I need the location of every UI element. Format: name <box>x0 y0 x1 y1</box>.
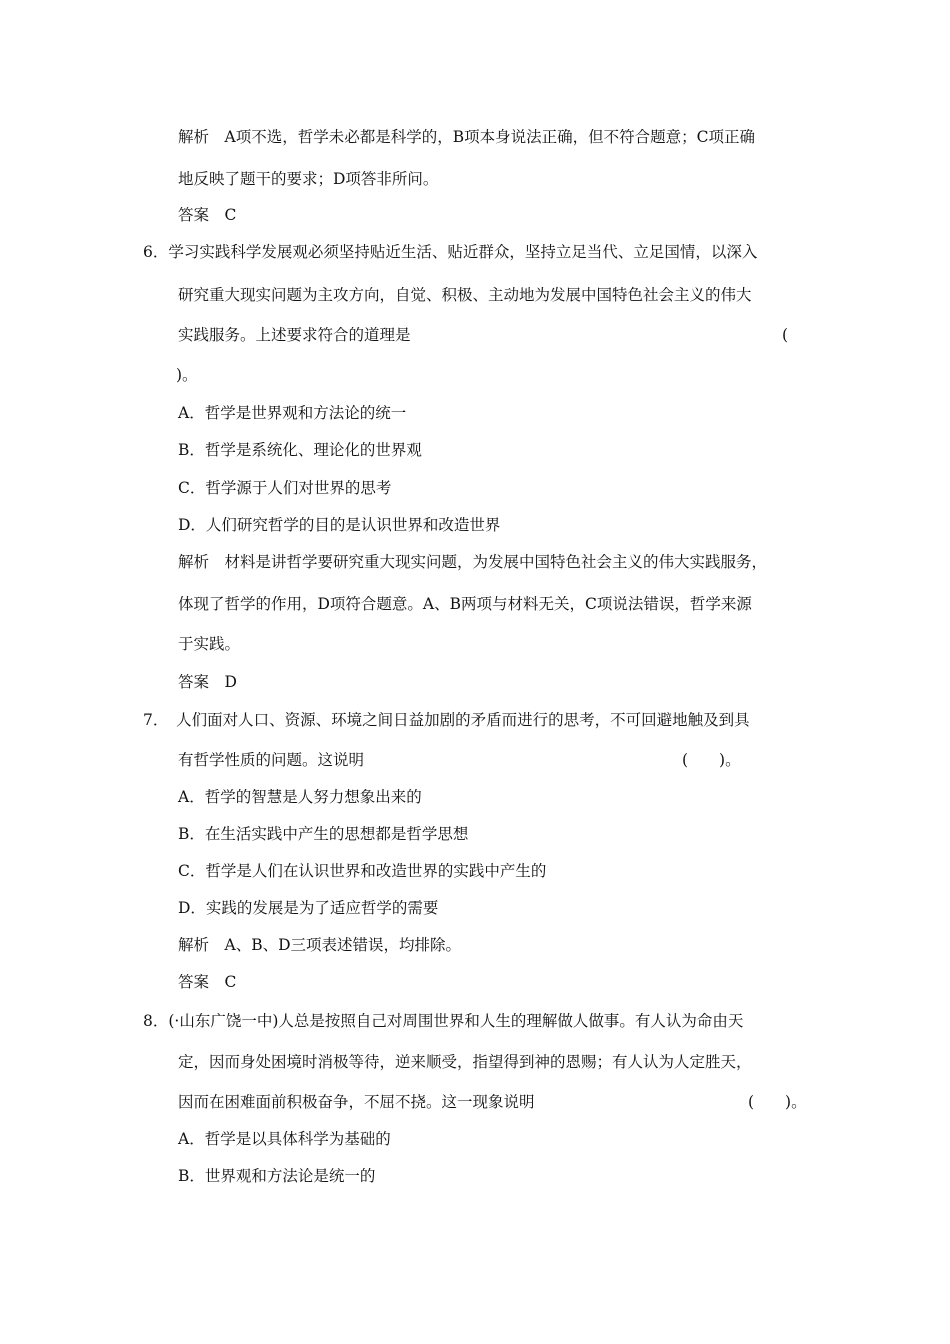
q7-stem-line-1: 7． 人们面对人口、资源、环境之间日益加剧的矛盾而进行的思考，不可回避地触及到具 <box>143 711 750 729</box>
q7-stem-line-2: 有哲学性质的问题。这说明 <box>178 751 365 769</box>
q6-option-a: A．哲学是世界观和方法论的统一 <box>178 404 407 422</box>
q7-option-a: A．哲学的智慧是人努力想象出来的 <box>178 788 422 806</box>
q6-stem-line-1: 6．学习实践科学发展观必须坚持贴近生活、贴近群众，坚持立足当代、立足国情，以深入 <box>143 243 758 261</box>
q6-stem-line-3: 实践服务。上述要求符合的道理是 <box>178 326 411 344</box>
q8-option-b: B．世界观和方法论是统一的 <box>178 1167 376 1185</box>
q7-answer-paren: ( )。 <box>682 751 741 769</box>
q6-analysis-line-3: 于实践。 <box>178 635 241 653</box>
q6-option-c: C．哲学源于人们对世界的思考 <box>178 479 392 497</box>
q7-option-c: C．哲学是人们在认识世界和改造世界的实践中产生的 <box>178 862 547 880</box>
q8-stem-line-1: 8．(·山东广饶一中)人总是按照自己对周围世界和人生的理解做人做事。有人认为命由天 <box>143 1012 744 1030</box>
q6-answer-paren-open: ( <box>782 326 789 344</box>
q6-analysis-line-2: 体现了哲学的作用，D项符合题意。A、B两项与材料无关，C项说法错误，哲学来源 <box>178 595 752 613</box>
q5-answer: 答案 C <box>178 206 237 224</box>
q7-option-b: B．在生活实践中产生的思想都是哲学思想 <box>178 825 469 843</box>
q5-analysis-line-2: 地反映了题干的要求；D项答非所问。 <box>178 170 439 188</box>
q6-option-b: B．哲学是系统化、理论化的世界观 <box>178 441 422 459</box>
q8-stem-line-3: 因而在困难面前积极奋争，不屈不挠。这一现象说明 <box>178 1093 535 1111</box>
q7-analysis: 解析 A、B、D三项表述错误，均排除。 <box>178 936 462 954</box>
q6-analysis-line-1: 解析 材料是讲哲学要研究重大现实问题，为发展中国特色社会主义的伟大实践服务， <box>178 553 768 571</box>
q5-analysis-line-1: 解析 A项不选，哲学未必都是科学的，B项本身说法正确，但不符合题意；C项正确 <box>178 128 755 146</box>
q6-answer-paren-close: )。 <box>176 366 198 384</box>
q6-stem-line-2: 研究重大现实问题为主攻方向，自觉、积极、主动地为发展中国特色社会主义的伟大 <box>178 286 752 304</box>
q8-stem-line-2: 定，因而身处困境时消极等待，逆来顺受，指望得到神的恩赐；有人认为人定胜天， <box>178 1053 752 1071</box>
q6-option-d: D．人们研究哲学的目的是认识世界和改造世界 <box>178 516 501 534</box>
q7-answer: 答案 C <box>178 973 237 991</box>
q7-option-d: D．实践的发展是为了适应哲学的需要 <box>178 899 439 917</box>
q6-answer: 答案 D <box>178 673 237 691</box>
q8-option-a: A．哲学是以具体科学为基础的 <box>178 1130 391 1148</box>
q8-answer-paren: ( )。 <box>748 1093 807 1111</box>
